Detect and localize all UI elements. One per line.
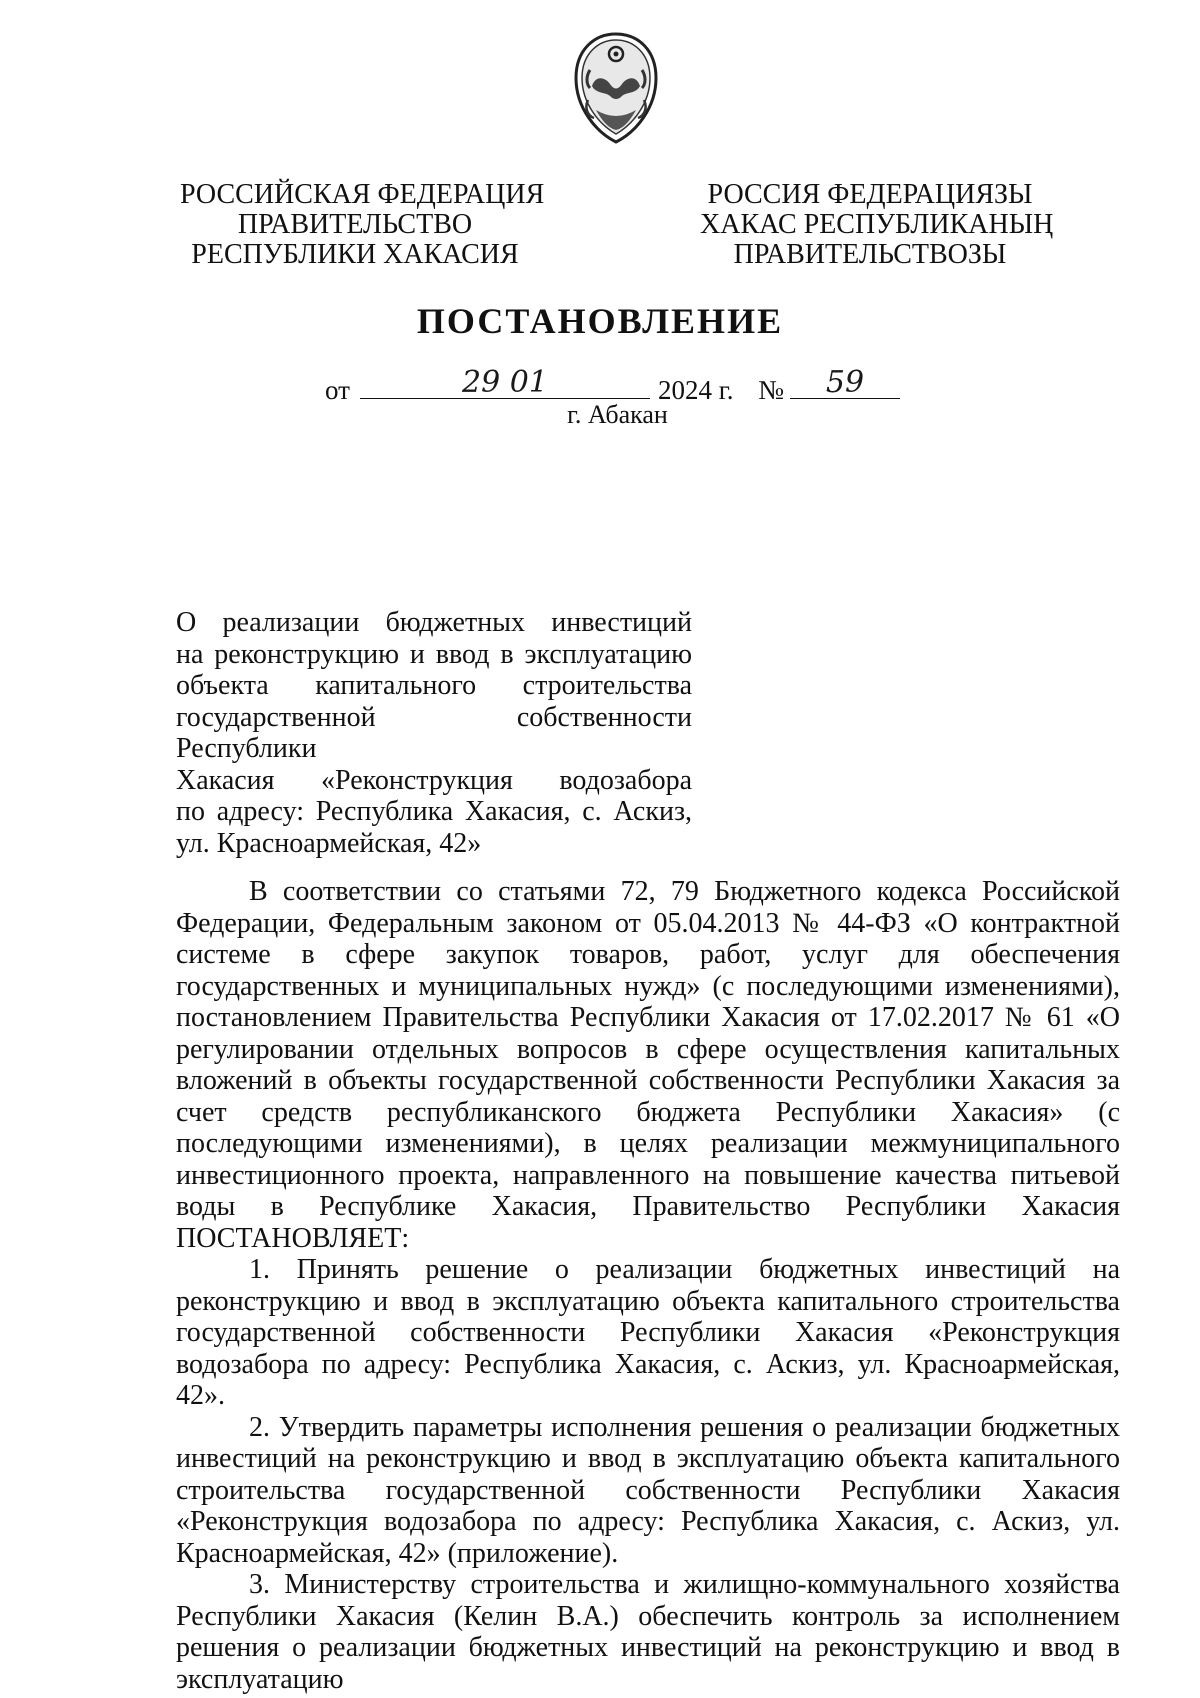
- header-left-line: ПРАВИТЕЛЬСТВО: [237, 209, 473, 240]
- header-right-line: ПРАВИТЕЛЬСТВОЗЫ: [733, 239, 1007, 270]
- handwritten-date: 29 01: [462, 365, 548, 400]
- header-left-line: РОССИЙСКАЯ ФЕДЕРАЦИЯ: [180, 179, 545, 210]
- header-left-russian: [180, 179, 545, 270]
- number-sign: №: [758, 375, 784, 405]
- number-field: [790, 365, 900, 400]
- handwritten-number: 59: [825, 365, 865, 400]
- subject-line: ул. Красноармейская, 42»: [176, 827, 482, 859]
- document-title: ПОСТАНОВЛЕНИЕ: [416, 301, 784, 341]
- header-right-khakas: [700, 179, 1054, 270]
- subject-line: Хакасия «Реконструкция водозабора: [176, 764, 692, 796]
- subject-line: по адресу: Республика Хакасия, с. Аскиз,: [176, 796, 692, 827]
- header-right-line: ХАКАС РЕСПУБЛИКАНЫҢ: [700, 209, 1054, 240]
- document-subject: [176, 607, 692, 859]
- coat-of-arms-icon: [566, 30, 666, 146]
- header-left-line: РЕСПУБЛИКИ ХАКАСИЯ: [191, 239, 519, 270]
- header-right-line: РОССИЯ ФЕДЕРАЦИЯЗЫ: [707, 179, 1033, 210]
- subject-line: объекта капитального строительства: [176, 670, 692, 701]
- clause-paragraph: 3. Министерству строительства и жилищно-коммунального хозяйства Республики Хакасия (Келин В.А.) обеспечить контроль за исполнением решения о реализации бюджетных инвестиций на реконструкцию и ввод в эксплуатацию: [176, 1569, 1120, 1695]
- clause-paragraph: 2. Утвердить параметры исполнения решения о реализации бюджетных инвестиций на реконструкцию и ввод в эксплуатацию объекта капитального строительства государственной собственности Республики Хакасия «Реконструкция водозабора по адресу: Республика Хакасия, с. Аскиз, ул. Красноармейская, 42» (приложение).: [176, 1411, 1120, 1569]
- subject-line: О реализации бюджетных инвестиций: [176, 607, 692, 638]
- year-label: 2024 г.: [657, 375, 734, 405]
- clause-paragraph: 1. Принять решение о реализации бюджетных инвестиций на реконструкцию и ввод в эксплуатацию объекта капитального строительства государственной собственности Республики Хакасия «Реконструкция водозабора по адресу: Республика Хакасия, с. Аскиз, ул. Красноармейская, 42».: [176, 1254, 1120, 1411]
- date-field: [360, 365, 650, 400]
- preamble-paragraph: В соответствии со статьями 72, 79 Бюджетного кодекса Российской Федерации, Федеральным законом от 05.04.2013 № 44-ФЗ «О контрактной системе в сфере закупок товаров, работ, услуг для обеспечения государственных и муниципальных нужд» (с последующими изменениями), постановлением Правительства Республики Хакасия от 17.02.2017 № 61 «О регулировании отдельных вопросов в сфере осуществления капитальных вложений в объекты государственной собственности Республики Хакасия за счет средств республиканского бюджета Республики Хакасия» (с последующими изменениями), в целях реализации межмуниципального инвестиционного проекта, направленного на повышение качества питьевой воды в Республике Хакасия, Правительство Республики Хакасия ПОСТАНОВЛЯЕТ:: [176, 876, 1120, 1254]
- city-label: г. Абакан: [567, 400, 668, 429]
- document-body: [176, 876, 1120, 1695]
- date-prefix: от: [325, 375, 350, 405]
- subject-line: на реконструкцию и ввод в эксплуатацию: [176, 638, 692, 670]
- subject-line: государственной собственности Республики: [176, 701, 692, 764]
